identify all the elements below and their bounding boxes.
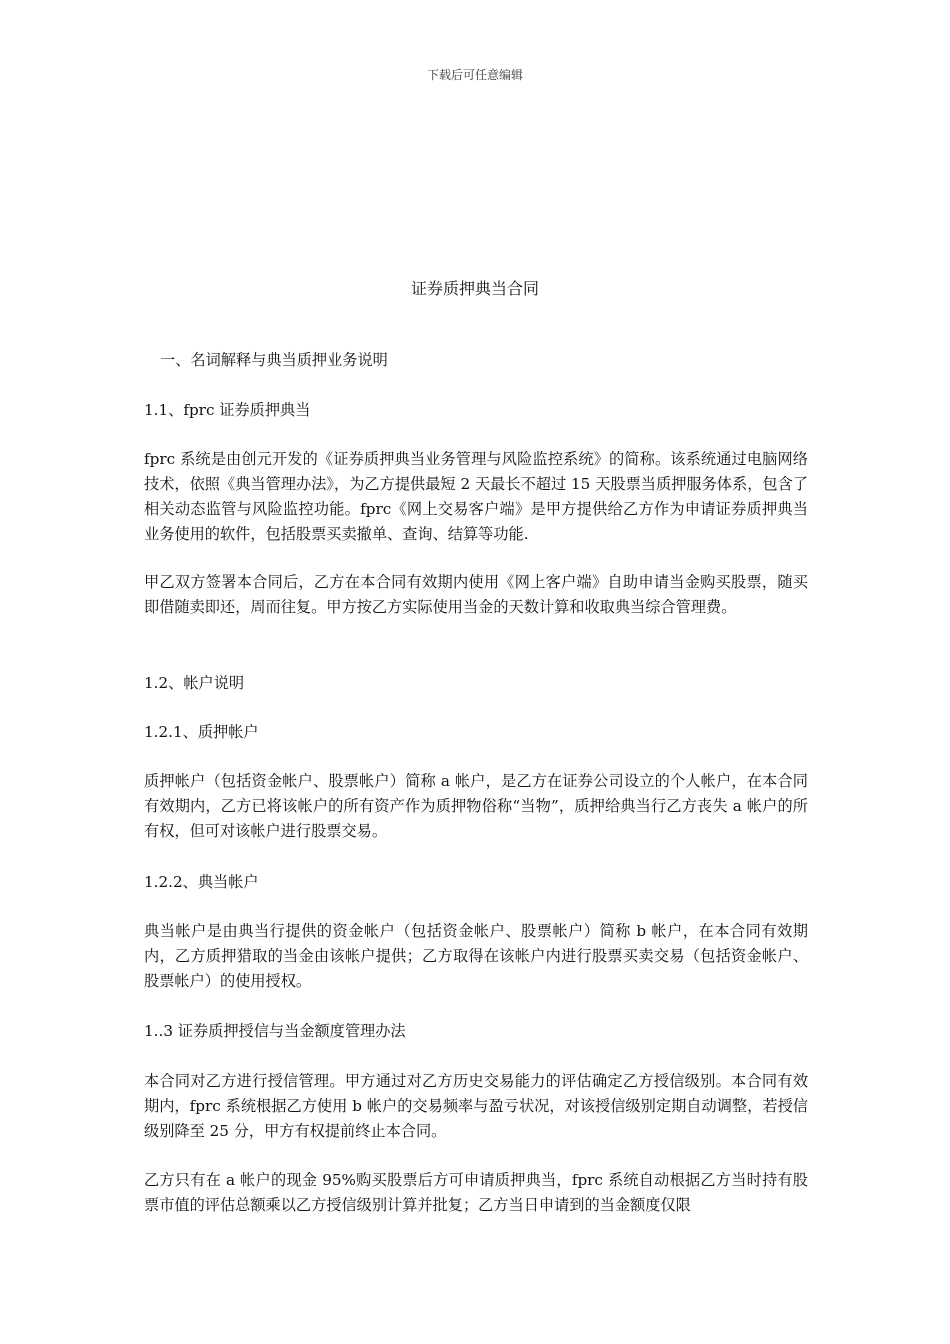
paragraph: 质押帐户（包括资金帐户、股票帐户）简称 a 帐户，是乙方在证券公司设立的个人帐户，在本合同有效期内，乙方已将该帐户的所有资产作为质押物俗称“当物”，质押给典当行乙方丧失 a 帐户的所有权，但可对该帐户进行股票交易。 — [144, 772, 808, 840]
subsection-heading: 1.2、帐户说明 — [144, 674, 245, 692]
subsection-heading: 1.2.1、质押帐户 — [144, 723, 259, 741]
paragraph: fprc 系统是由创元开发的《证券质押典当业务管理与风险监控系统》的简称。该系统通过电脑网络技术，依照《典当管理办法》，为乙方提供最短 2 天最长不超过 15 天股票当质押服务体系，包含了相关动态监管与风险监控功能。fprc《网上交易客户端》是甲方提供给乙方作为申请证券质押典当业务使用的软件，包括股票买卖撤单、查询、结算等功能. — [144, 450, 808, 543]
subsection-heading: 1..3 证券质押授信与当金额度管理办法 — [144, 1022, 406, 1040]
paragraph: 甲乙双方签署本合同后，乙方在本合同有效期内使用《网上客户端》自助申请当金购买股票，随买即借随卖即还，周而往复。甲方按乙方实际使用当金的天数计算和收取典当综合管理费。 — [144, 573, 808, 616]
paragraph: 乙方只有在 a 帐户的现金 95%购买股票后方可申请质押典当，fprc 系统自动根据乙方当时持有股票市值的评估总额乘以乙方授信级别计算并批复；乙方当日申请到的当金额度仅限 — [144, 1171, 808, 1214]
document-title: 证券质押典当合同 — [410, 279, 539, 298]
paragraph: 典当帐户是由典当行提供的资金帐户（包括资金帐户、股票帐户）简称 b 帐户，在本合同有效期内，乙方质押猎取的当金由该帐户提供；乙方取得在该帐户内进行股票买卖交易（包括资金帐户、股票帐户）的使用授权。 — [144, 922, 808, 990]
subsection-heading: 1.2.2、典当帐户 — [144, 873, 259, 891]
section-heading: 一、名词解释与典当质押业务说明 — [160, 351, 388, 369]
subsection-heading: 1.1、fprc 证券质押典当 — [144, 401, 311, 419]
header-note: 下载后可任意编辑 — [426, 68, 523, 82]
paragraph: 本合同对乙方进行授信管理。甲方通过对乙方历史交易能力的评估确定乙方授信级别。本合同有效期内，fprc 系统根据乙方使用 b 帐户的交易频率与盈亏状况，对该授信级别定期自动调整，若授信级别降至 25 分，甲方有权提前终止本合同。 — [144, 1072, 808, 1140]
